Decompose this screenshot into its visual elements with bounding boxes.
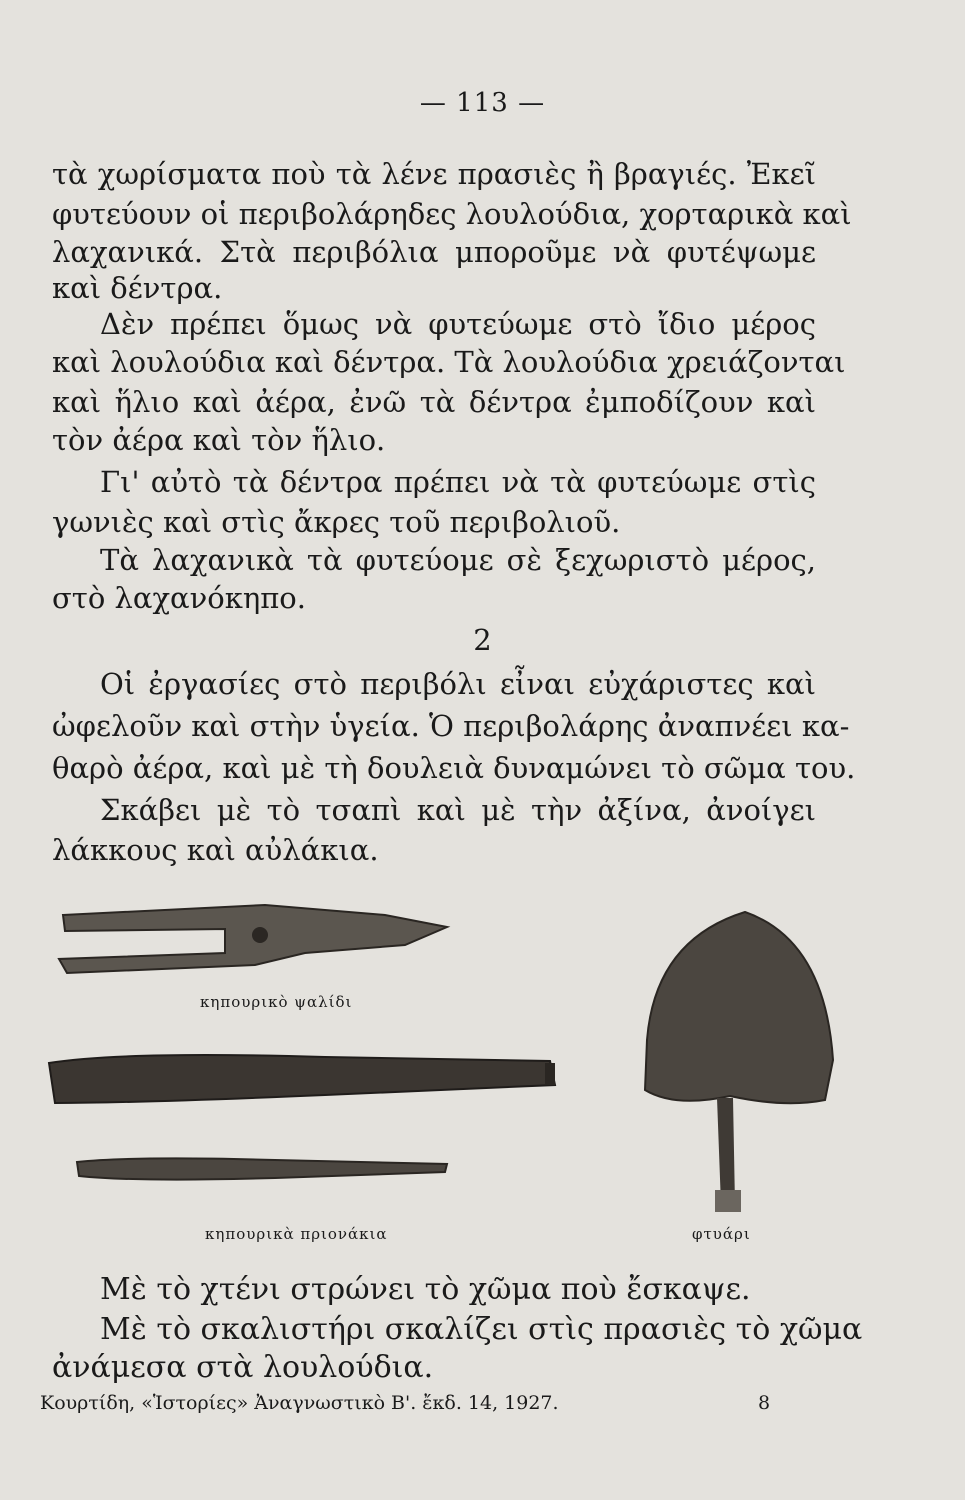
text-line: Δὲν πρέπει ὅμως νὰ φυτεύωμε στὸ ἴδιο μέρος: [100, 307, 816, 341]
page-number: — 113 —: [419, 88, 546, 118]
text-line: Τὰ λαχανικὰ τὰ φυτεύομε σὲ ξεχωριστὸ μέρος,: [100, 543, 816, 577]
text-line: ὠφελοῦν καὶ στὴν ὑγεία. Ὁ περιβολάρης ἀναπνέει κα-: [52, 709, 850, 743]
caption-spade: φτυάρι: [692, 1225, 751, 1243]
text-line: Σκάβει μὲ τὸ τσαπὶ καὶ μὲ τὴν ἀξίνα, ἀνοίγει: [100, 793, 816, 827]
text-line: ἀνάμεσα στὰ λουλούδια.: [52, 1350, 434, 1385]
text-line: Γι' αὐτὸ τὰ δέντρα πρέπει νὰ τὰ φυτεύωμε στὶς: [100, 465, 816, 499]
text-line: στὸ λαχανόκηπο.: [52, 581, 306, 615]
caption-saws: κηπουρικὰ πριονάκια: [205, 1225, 388, 1243]
text-line: Μὲ τὸ χτένι στρώνει τὸ χῶμα ποὺ ἔσκαψε.: [100, 1272, 751, 1307]
text-line: λάκκους καὶ αὐλάκια.: [52, 833, 379, 867]
caption-shears: κηπουρικὸ ψαλίδι: [200, 993, 353, 1011]
text-line: φυτεύουν οἱ περιβολάρηδες λουλούδια, χορταρικὰ καὶ: [52, 197, 852, 231]
text-line: γωνιὲς καὶ στὶς ἄκρες τοῦ περιβολιοῦ.: [52, 505, 621, 539]
garden-saw-illustration: [45, 1045, 585, 1115]
garden-shears-illustration: [55, 895, 455, 985]
text-line: λαχανικά. Στὰ περιβόλια μποροῦμε νὰ φυτέψωμε: [52, 235, 816, 269]
text-line: τὸν ἀέρα καὶ τὸν ἥλιο.: [52, 423, 386, 457]
garden-saw-small-illustration: [75, 1140, 455, 1200]
section-number: 2: [473, 623, 492, 657]
text-line: Οἱ ἐργασίες στὸ περιβόλι εἶναι εὐχάριστες καὶ: [100, 667, 816, 701]
spade-illustration: [635, 900, 845, 1230]
text-line: θαρὸ ἀέρα, καὶ μὲ τὴ δουλειὰ δυναμώνει τὸ σῶμα του.: [52, 751, 856, 785]
text-line: καὶ λουλούδια καὶ δέντρα. Τὰ λουλούδια χρειάζονται: [52, 345, 846, 379]
text-line: τὰ χωρίσματα ποὺ τὰ λένε πρασιὲς ἢ βραγιές. Ἐκεῖ: [52, 157, 816, 191]
footer-citation: Κουρτίδη, «Ἱστορίες» Ἀναγνωστικὸ Β'. ἔκδ. 14, 1927.: [40, 1392, 559, 1414]
text-line: καὶ δέντρα.: [52, 271, 223, 305]
footer-signature: 8: [758, 1392, 771, 1414]
text-line: καὶ ἥλιο καὶ ἀέρα, ἐνῶ τὰ δέντρα ἐμποδίζουν καὶ: [52, 385, 816, 419]
text-line: Μὲ τὸ σκαλιστήρι σκαλίζει στὶς πρασιὲς τὸ χῶμα: [100, 1312, 863, 1347]
